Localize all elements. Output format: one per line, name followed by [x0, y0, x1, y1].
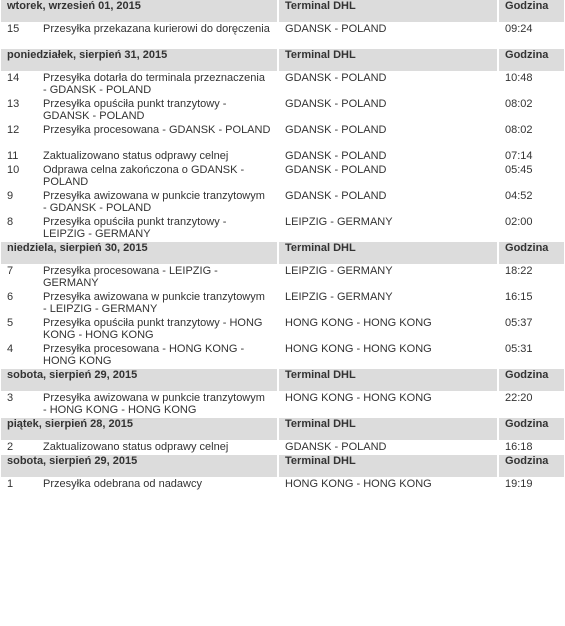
event-number: 1 [1, 478, 37, 492]
event-row [1, 291, 564, 317]
terminal-column-header: Terminal DHL [277, 49, 497, 72]
event-description: Zaktualizowano status odprawy celnej [37, 441, 277, 455]
date-header-row [1, 418, 564, 441]
date-header: poniedziałek, sierpień 31, 2015 [1, 49, 277, 72]
event-description: Przesyłka dotarła do terminala przeznaczenia - GDANSK - POLAND [37, 72, 277, 98]
event-time: 16:18 [497, 441, 564, 455]
event-description: Zaktualizowano status odprawy celnej [37, 150, 277, 164]
date-header: sobota, sierpień 29, 2015 [1, 455, 277, 478]
event-row [1, 164, 564, 190]
time-column-header: Godzina [497, 49, 564, 72]
event-terminal: HONG KONG - HONG KONG [277, 392, 497, 418]
event-terminal: LEIPZIG - GERMANY [277, 291, 497, 317]
date-header: piątek, sierpień 28, 2015 [1, 418, 277, 441]
event-row [1, 265, 564, 291]
event-number: 10 [1, 164, 37, 190]
event-number: 8 [1, 216, 37, 242]
event-row [1, 72, 564, 98]
event-terminal: HONG KONG - HONG KONG [277, 317, 497, 343]
event-row [1, 190, 564, 216]
event-time: 05:31 [497, 343, 564, 369]
terminal-column-header: Terminal DHL [277, 242, 497, 265]
event-number: 14 [1, 72, 37, 98]
event-time: 19:19 [497, 478, 564, 492]
time-column-header: Godzina [497, 455, 564, 478]
event-row [1, 317, 564, 343]
event-time: 02:00 [497, 216, 564, 242]
event-terminal: GDANSK - POLAND [277, 441, 497, 455]
event-time: 22:20 [497, 392, 564, 418]
event-time: 09:24 [497, 23, 564, 49]
event-terminal: GDANSK - POLAND [277, 150, 497, 164]
event-number: 9 [1, 190, 37, 216]
event-time: 18:22 [497, 265, 564, 291]
event-time: 10:48 [497, 72, 564, 98]
event-description: Przesyłka procesowana - HONG KONG - HONG KONG [37, 343, 277, 369]
event-row [1, 216, 564, 242]
event-terminal: LEIPZIG - GERMANY [277, 265, 497, 291]
tracking-table [1, 0, 564, 492]
event-terminal: GDANSK - POLAND [277, 164, 497, 190]
terminal-column-header: Terminal DHL [277, 418, 497, 441]
event-time: 05:45 [497, 164, 564, 190]
event-description: Przesyłka opuściła punkt tranzytowy - HONG KONG - HONG KONG [37, 317, 277, 343]
event-terminal: HONG KONG - HONG KONG [277, 478, 497, 492]
event-row [1, 23, 564, 49]
time-column-header: Godzina [497, 0, 564, 23]
event-description: Przesyłka opuściła punkt tranzytowy - GDANSK - POLAND [37, 98, 277, 124]
event-time: 08:02 [497, 98, 564, 124]
event-row [1, 124, 564, 150]
event-terminal: LEIPZIG - GERMANY [277, 216, 497, 242]
tracking-table-body [1, 0, 564, 492]
terminal-column-header: Terminal DHL [277, 0, 497, 23]
date-header-row [1, 369, 564, 392]
event-time: 07:14 [497, 150, 564, 164]
event-time: 04:52 [497, 190, 564, 216]
date-header-row [1, 0, 564, 23]
event-time: 16:15 [497, 291, 564, 317]
event-row [1, 478, 564, 492]
event-row [1, 392, 564, 418]
terminal-column-header: Terminal DHL [277, 455, 497, 478]
event-description: Przesyłka awizowana w punkcie tranzytowym - HONG KONG - HONG KONG [37, 392, 277, 418]
event-description: Przesyłka odebrana od nadawcy [37, 478, 277, 492]
event-description: Przesyłka awizowana w punkcie tranzytowym - LEIPZIG - GERMANY [37, 291, 277, 317]
time-column-header: Godzina [497, 369, 564, 392]
event-row [1, 441, 564, 455]
terminal-column-header: Terminal DHL [277, 369, 497, 392]
event-description: Odprawa celna zakończona o GDANSK - POLAND [37, 164, 277, 190]
event-number: 5 [1, 317, 37, 343]
event-terminal: HONG KONG - HONG KONG [277, 343, 497, 369]
event-row [1, 150, 564, 164]
event-row [1, 98, 564, 124]
event-number: 3 [1, 392, 37, 418]
date-header: wtorek, wrzesień 01, 2015 [1, 0, 277, 23]
event-description: Przesyłka procesowana - GDANSK - POLAND [37, 124, 277, 150]
event-number: 6 [1, 291, 37, 317]
event-number: 4 [1, 343, 37, 369]
event-terminal: GDANSK - POLAND [277, 72, 497, 98]
event-description: Przesyłka opuściła punkt tranzytowy - LEIPZIG - GERMANY [37, 216, 277, 242]
event-row [1, 343, 564, 369]
event-number: 12 [1, 124, 37, 150]
event-number: 7 [1, 265, 37, 291]
event-time: 05:37 [497, 317, 564, 343]
event-number: 2 [1, 441, 37, 455]
event-description: Przesyłka procesowana - LEIPZIG - GERMANY [37, 265, 277, 291]
date-header: niedziela, sierpień 30, 2015 [1, 242, 277, 265]
date-header-row [1, 49, 564, 72]
event-description: Przesyłka przekazana kurierowi do doręczenia [37, 23, 277, 49]
time-column-header: Godzina [497, 418, 564, 441]
date-header: sobota, sierpień 29, 2015 [1, 369, 277, 392]
time-column-header: Godzina [497, 242, 564, 265]
date-header-row [1, 242, 564, 265]
event-number: 15 [1, 23, 37, 49]
event-terminal: GDANSK - POLAND [277, 124, 497, 150]
event-number: 13 [1, 98, 37, 124]
event-terminal: GDANSK - POLAND [277, 98, 497, 124]
event-number: 11 [1, 150, 37, 164]
event-terminal: GDANSK - POLAND [277, 190, 497, 216]
event-description: Przesyłka awizowana w punkcie tranzytowym - GDANSK - POLAND [37, 190, 277, 216]
event-time: 08:02 [497, 124, 564, 150]
date-header-row [1, 455, 564, 478]
event-terminal: GDANSK - POLAND [277, 23, 497, 49]
